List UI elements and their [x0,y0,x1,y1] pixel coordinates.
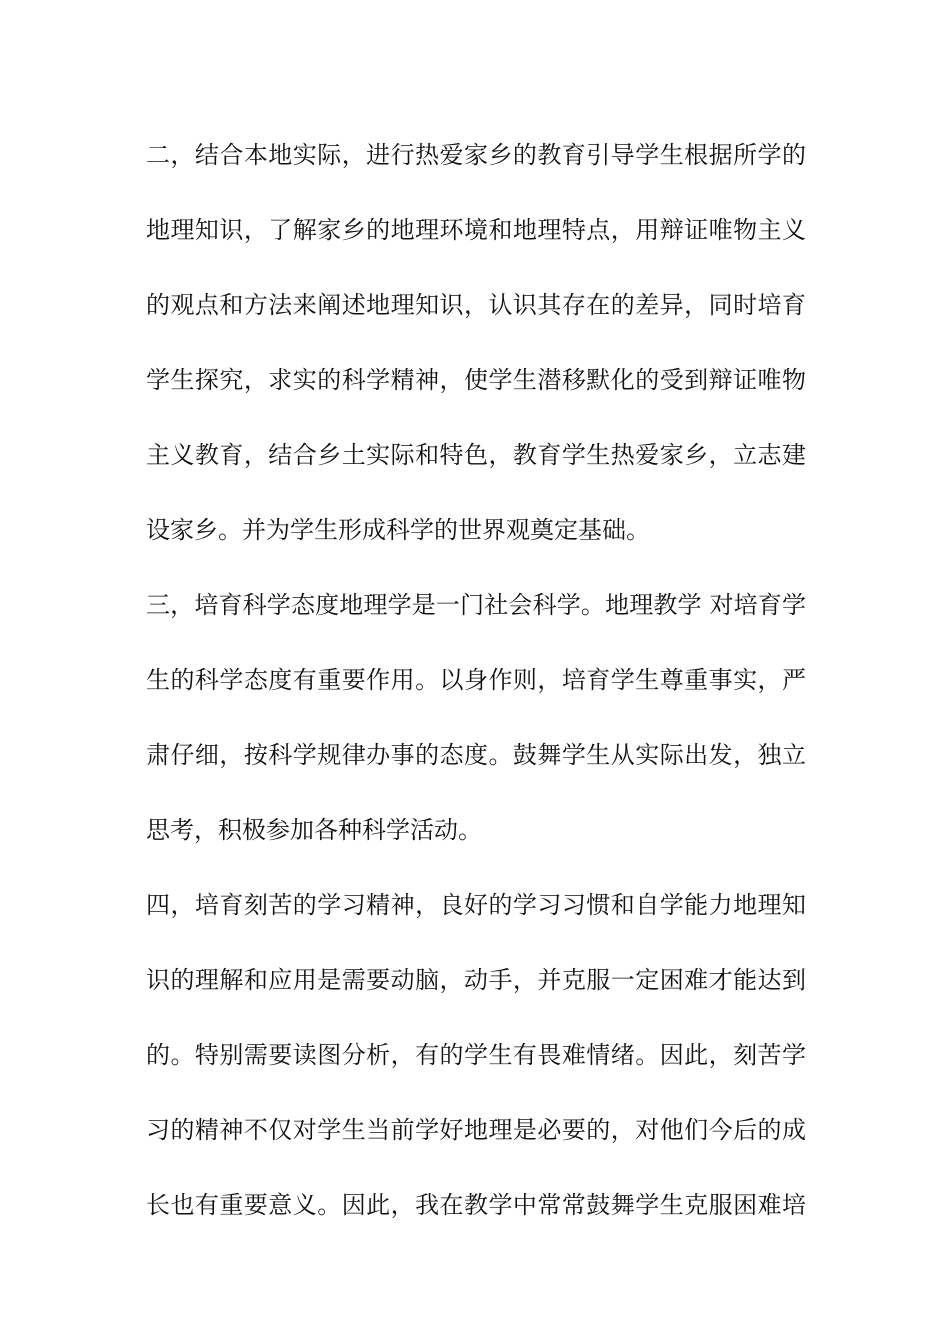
text-line: 生的科学态度有重要作用。以身作则，培育学生尊重事实，严 [146,666,806,694]
text-line: 的观点和方法来阐述地理知识，认识其存在的差异，同时培育 [146,291,806,319]
text-line: 主义教育，结合乡土实际和特色，教育学生热爱家乡，立志建 [146,441,806,469]
text-line: 识的理解和应用是需要动脑，动手，并克服一定困难才能达到 [146,966,806,994]
document-body [146,118,806,1243]
text-line: 肃仔细，按科学规律办事的态度。鼓舞学生从实际出发，独立 [146,741,806,769]
text-line: 的。特别需要读图分析，有的学生有畏难情绪。因此，刻苦学 [146,1041,806,1069]
text-line: 思考，积极参加各种科学活动。 [146,816,482,844]
text-line: 设家乡。并为学生形成科学的世界观奠定基础。 [146,516,650,544]
text-line: 习的精神不仅对学生当前学好地理是必要的，对他们今后的成 [146,1116,806,1144]
text-line: 长也有重要意义。因此，我在教学中常常鼓舞学生克服困难培 [146,1191,806,1219]
text-line: 二，结合本地实际，进行热爱家乡的教育引导学生根据所学的 [146,141,806,169]
paragraph-2 [146,118,806,568]
text-line: 四，培育刻苦的学习精神，良好的学习习惯和自学能力地理知 [146,891,806,919]
text-line: 学生探究，求实的科学精神，使学生潜移默化的受到辩证唯物 [146,366,806,394]
text-line: 地理知识，了解家乡的地理环境和地理特点，用辩证唯物主义 [146,216,806,244]
text-line: 三，培育科学态度地理学是一门社会科学。地理教学 对培育学 [146,591,806,619]
paragraph-3 [146,568,806,868]
paragraph-4 [146,868,806,1243]
